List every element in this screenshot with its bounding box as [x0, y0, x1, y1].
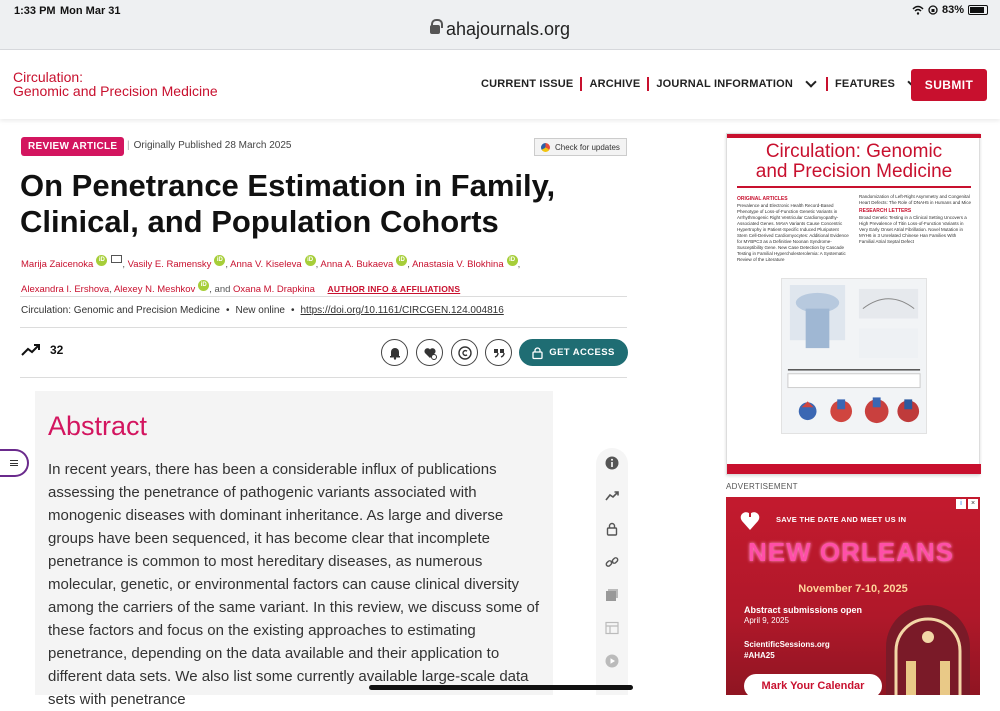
bell-icon [388, 346, 402, 360]
crossmark-icon [541, 143, 550, 152]
url-text: ahajournals.org [445, 19, 571, 39]
outline-toggle-button[interactable] [0, 449, 29, 477]
rotation-lock-icon [928, 5, 938, 15]
nav-archive[interactable]: ARCHIVE [589, 78, 641, 90]
figures-icon[interactable] [605, 588, 619, 602]
cover-rule [737, 186, 971, 188]
author-link[interactable]: Vasily E. Ramensky [127, 259, 212, 270]
journal-name: Circulation: Genomic and Precision Medicine [21, 305, 220, 316]
author-link[interactable]: Anastasia V. Blokhina [412, 259, 504, 270]
nav-separator [580, 77, 582, 91]
heart-add-icon [423, 346, 437, 360]
permissions-button[interactable] [451, 339, 478, 366]
article-type-badge: REVIEW ARTICLE [21, 137, 124, 156]
author-link[interactable]: Anna V. Kiseleva [230, 259, 302, 270]
author-link[interactable]: Alexey N. Meshkov [113, 284, 196, 295]
status-date: Mon Mar 31 [60, 5, 121, 17]
journal-logo-line1: Circulation: [13, 69, 84, 85]
get-access-label: GET ACCESS [549, 347, 615, 358]
author-info-affiliations-link[interactable]: AUTHOR INFO & AFFILIATIONS [327, 284, 461, 294]
aha-torch-icon [740, 509, 760, 531]
ad-city: NEW ORLEANS [748, 537, 954, 567]
lock-icon [430, 25, 440, 34]
ad-website: ScientificSessions.org #AHA25 [744, 640, 830, 660]
status-time: 1:33 PM [14, 5, 56, 17]
nav-separator [647, 77, 649, 91]
list-icon [10, 460, 18, 466]
info-icon[interactable] [605, 456, 619, 470]
published-date: | Originally Published 28 March 2025 [127, 140, 292, 151]
home-indicator[interactable] [369, 685, 633, 690]
divider [20, 327, 627, 328]
cite-button[interactable] [485, 339, 512, 366]
quote-icon [492, 346, 506, 360]
browser-top-bar [0, 0, 1000, 50]
article-title-line1: On Penetrance Estimation in Family, [20, 168, 556, 203]
author-list: Marija Zaicenoka iD , Vasily E. Ramensky iD , Anna V. Kiseleva iD , Anna A. Bukaeva iD , Anastasia V. Blokhina iD , Alexandra I. Ershova, Alexey N. Meshkov iD , and Oxana M. Drapkina AUTHOR INFO & AFFILIATIONS [21, 257, 521, 295]
advertisement-banner[interactable] [726, 497, 980, 695]
ad-close-icon[interactable]: × [968, 499, 978, 509]
alert-bell-button[interactable] [381, 339, 408, 366]
ad-info-icon[interactable]: i [956, 499, 966, 509]
lock-icon [532, 347, 543, 359]
article-title-line2: Clinical, and Population Cohorts [20, 204, 499, 239]
chevron-down-icon[interactable] [805, 76, 816, 87]
nav-separator [826, 77, 828, 91]
divider [20, 377, 627, 378]
mark-your-calendar-button[interactable]: Mark Your Calendar [744, 674, 882, 698]
nav-features[interactable]: FEATURES [834, 78, 896, 90]
ad-abstracts-date: April 9, 2025 [744, 616, 789, 625]
battery-icon [968, 5, 988, 15]
trending-up-icon[interactable] [605, 489, 619, 503]
abstract-text: In recent years, there has been a considerable influx of publications assessing the penetrance of pathogenic variants associated with monogenic diseases with dominant inheritance. As large and diverse groups have been sequenced, it has become clear that incomplete penetrance is common to most hereditary diseases, as numerous molecular, genetic, or environmental factors can cause clinical diversity among the carriers of the same variant. In this review, we discuss some of these factors and focus on the existing approaches to estimating penetrance, depending on the data available and their application to different data sets. We also list some currently available large-scale data sets with penetrance [48, 461, 540, 708]
orcid-icon[interactable]: iD [198, 280, 209, 291]
orcid-icon[interactable]: iD [214, 255, 225, 266]
author-link[interactable]: Oxana M. Drapkina [233, 284, 315, 295]
site-header [0, 50, 1000, 119]
cover-top-stripe [727, 134, 981, 138]
advertisement-label: ADVERTISEMENT [726, 482, 798, 491]
abstract-section [35, 391, 553, 708]
ad-kicker: SAVE THE DATE AND MEET US IN [776, 515, 907, 524]
metrics-count: 32 [50, 343, 64, 357]
cover-contents-left: ORIGINAL ARTICLES Prevalence and Electronic Health Record-Based Phenotype of Loss-of-Function Genetic Variants in Arrhythmogenic Right Ventricular Cardiomyopathy-Associated Genes. MAVA Variants Cause Concentric Hypertrophy in Patient-Specific Induced Pluripotent Stem Cell-Derived Cardiomyocytes: Additional Evidence for MYBPC3 as a Definitive Noonan Syndrome-Susceptibility Gene. New Case Detection by Cascade Testing in Familial Hypercholesterolemia: A Systematic Review of the Literature [737, 196, 849, 262]
get-access-button[interactable] [519, 339, 628, 366]
article-tools-rail [596, 448, 628, 695]
ad-abstracts: Abstract submissions open [744, 605, 863, 615]
trending-up-icon [21, 344, 41, 356]
link-icon[interactable] [605, 555, 619, 569]
cover-contents-right: Randomization of Left-Right Asymmetry and Congenital Heart Defects: The Role of DNAH5 in Humans and Mice RESEARCH LETTERS Broad Genetic Testing in a Clinical Setting Uncovers a High Prevalence of Titin Loss-of-Function Variants in Very Early Onset Atrial Fibrillation. Novel Mutation in MYH6 in 3 Unrelated Chinese Han Families With Familial Atrial Septal Defect [859, 194, 971, 244]
battery-percent: 83% [941, 4, 964, 16]
article-title [20, 168, 620, 240]
orcid-icon[interactable]: iD [305, 255, 316, 266]
cover-illustration [781, 278, 927, 434]
journal-cover[interactable] [726, 133, 980, 475]
cover-bottom-stripe [727, 464, 981, 474]
doi-link[interactable]: https://doi.org/10.1161/CIRCGEN.124.004816 [300, 305, 504, 316]
journal-logo[interactable] [13, 70, 218, 98]
nav-journal-information[interactable]: JOURNAL INFORMATION [656, 78, 793, 90]
online-status: New online [235, 305, 285, 316]
url-bar[interactable] [0, 19, 1000, 40]
author-link[interactable]: Anna A. Bukaeva [320, 259, 394, 270]
play-icon[interactable] [605, 654, 619, 668]
ad-dates: November 7-10, 2025 [798, 583, 908, 595]
and-text: , and [209, 284, 231, 295]
journal-logo-line2: Genomic and Precision Medicine [13, 83, 218, 99]
check-for-updates-button[interactable] [534, 138, 627, 156]
nav-current-issue[interactable]: CURRENT ISSUE [481, 78, 574, 90]
favorite-button[interactable] [416, 339, 443, 366]
copyright-icon [458, 346, 472, 360]
lock-icon[interactable] [605, 522, 619, 536]
status-indicators [912, 4, 988, 16]
main-nav [481, 77, 921, 91]
orcid-icon[interactable]: iD [96, 255, 107, 266]
author-link[interactable]: Marija Zaicenoka [21, 259, 94, 270]
author-link[interactable]: Alexandra I. Ershova [21, 284, 110, 295]
citation-line: Circulation: Genomic and Precision Medicine • New online • https://doi.org/10.1161/CIRCGEN.124.004816 [21, 305, 504, 316]
table-icon[interactable] [605, 621, 619, 635]
cover-title: Circulation: Genomic and Precision Medicine [755, 141, 953, 182]
check-updates-label: Check for updates [555, 142, 620, 152]
ad-building-illustration [876, 607, 980, 695]
submit-button[interactable]: SUBMIT [911, 69, 987, 101]
email-icon[interactable] [111, 255, 122, 263]
wifi-icon [912, 5, 924, 15]
orcid-icon[interactable]: iD [396, 255, 407, 266]
metrics-badge[interactable] [21, 343, 63, 357]
orcid-icon[interactable]: iD [507, 255, 518, 266]
abstract-heading: Abstract [48, 411, 148, 441]
divider [20, 296, 627, 297]
